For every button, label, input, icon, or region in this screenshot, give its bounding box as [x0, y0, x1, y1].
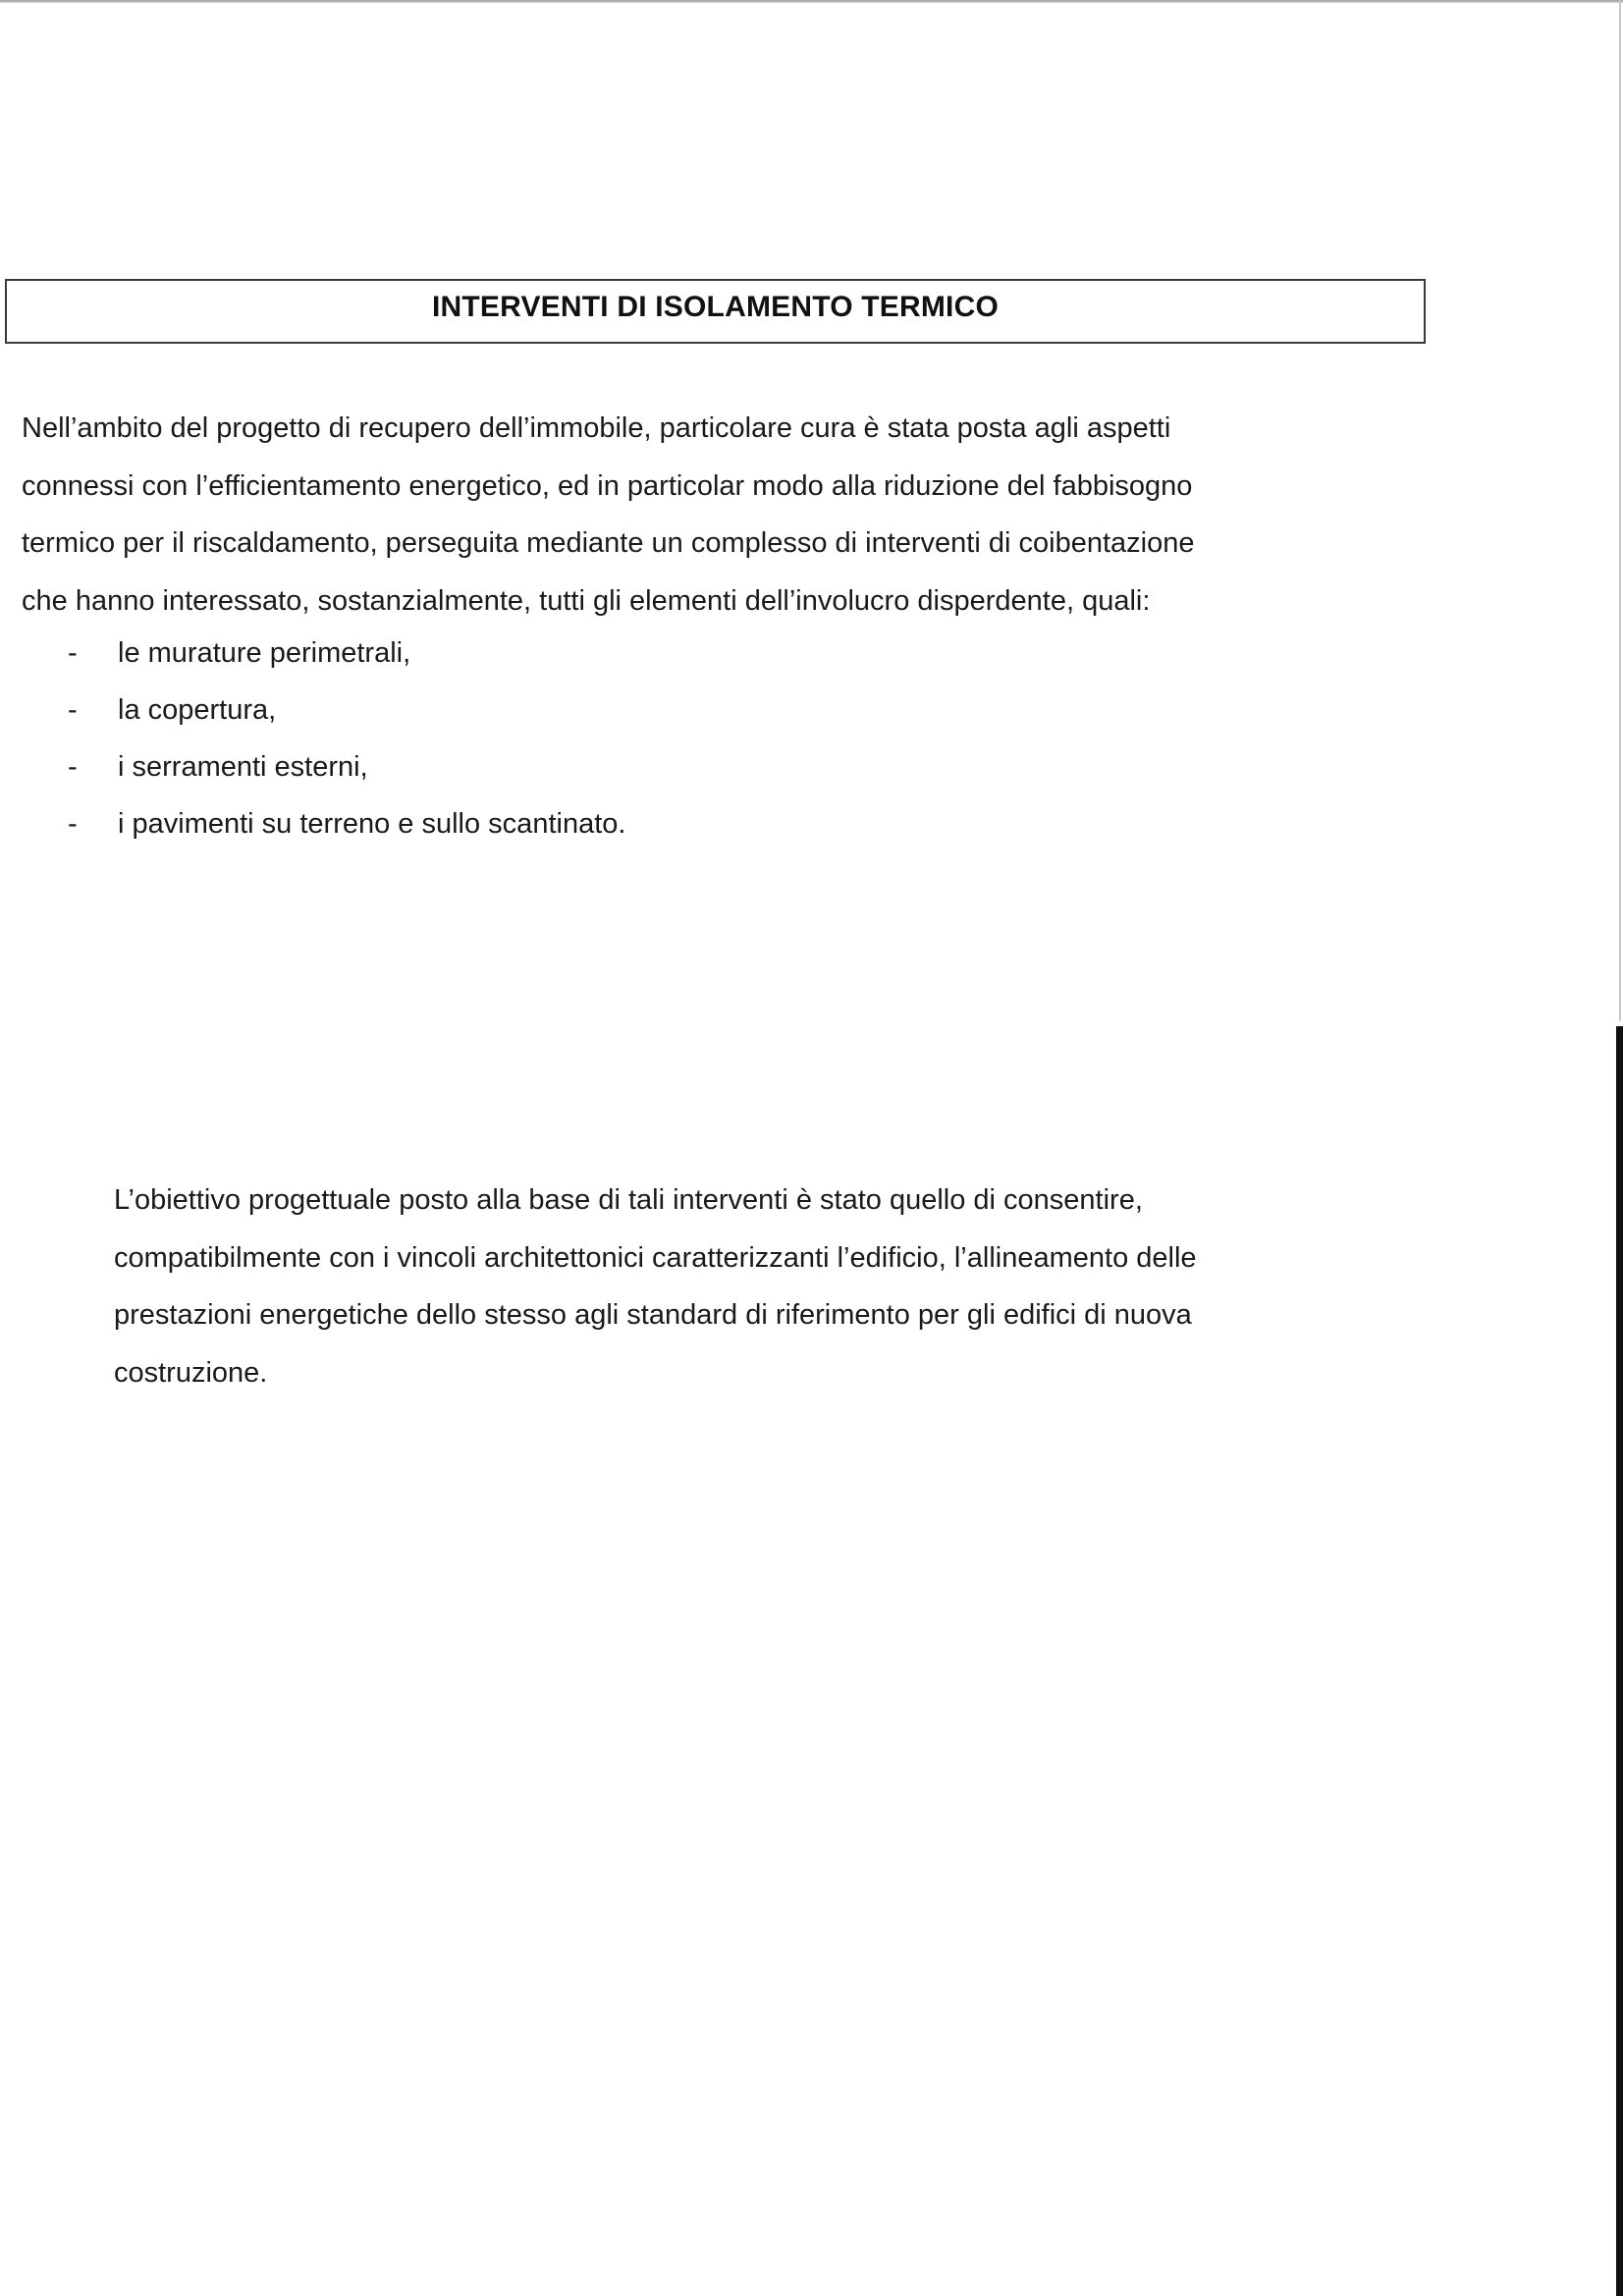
intro-line: Nell’ambito del progetto di recupero dell’immobile, particolare cura è stata posta agli aspetti: [22, 412, 1171, 444]
envelope-elements-list: [22, 625, 1200, 852]
intro-paragraph: [22, 400, 1416, 629]
page-title: INTERVENTI DI ISOLAMENTO TERMICO: [432, 291, 999, 323]
intro-line: che hanno interessato, sostanzialmente, tutti gli elementi dell’involucro disperdente, quali:: [22, 584, 1151, 617]
bullet-dash: -: [68, 751, 78, 783]
scan-right-edge: [1619, 0, 1621, 1021]
list-item-text: i serramenti esterni,: [118, 751, 368, 783]
title-box: [5, 279, 1426, 344]
objective-line: L’obiettivo progettuale posto alla base di tali interventi è stato quello di consentire,: [114, 1184, 1143, 1216]
objective-line: prestazioni energetiche dello stesso agli standard di riferimento per gli edifici di nuova: [114, 1299, 1192, 1331]
intro-line: connessi con l’efficientamento energetico, ed in particolar modo alla riduzione del fabbisogno: [22, 469, 1193, 502]
scan-top-edge: [0, 0, 1623, 3]
objective-paragraph: [114, 1172, 1410, 1401]
bullet-dash: -: [68, 637, 78, 669]
objective-line: compatibilmente con i vincoli architettonici caratterizzanti l’edificio, l’allineamento delle: [114, 1241, 1197, 1274]
list-item-text: i pavimenti su terreno e sullo scantinato.: [118, 808, 626, 840]
list-item: [22, 682, 1200, 738]
bullet-dash: -: [68, 694, 78, 726]
list-item: [22, 795, 1200, 852]
list-item-text: la copertura,: [118, 694, 277, 726]
list-item-text: le murature perimetrali,: [118, 637, 411, 669]
bullet-dash: -: [68, 808, 78, 840]
list-item: [22, 738, 1200, 795]
intro-line: termico per il riscaldamento, perseguita mediante un complesso di interventi di coibentazione: [22, 527, 1195, 559]
scan-right-shadow: [1616, 1026, 1623, 2296]
list-item: [22, 625, 1200, 682]
objective-line: costruzione.: [114, 1356, 268, 1389]
